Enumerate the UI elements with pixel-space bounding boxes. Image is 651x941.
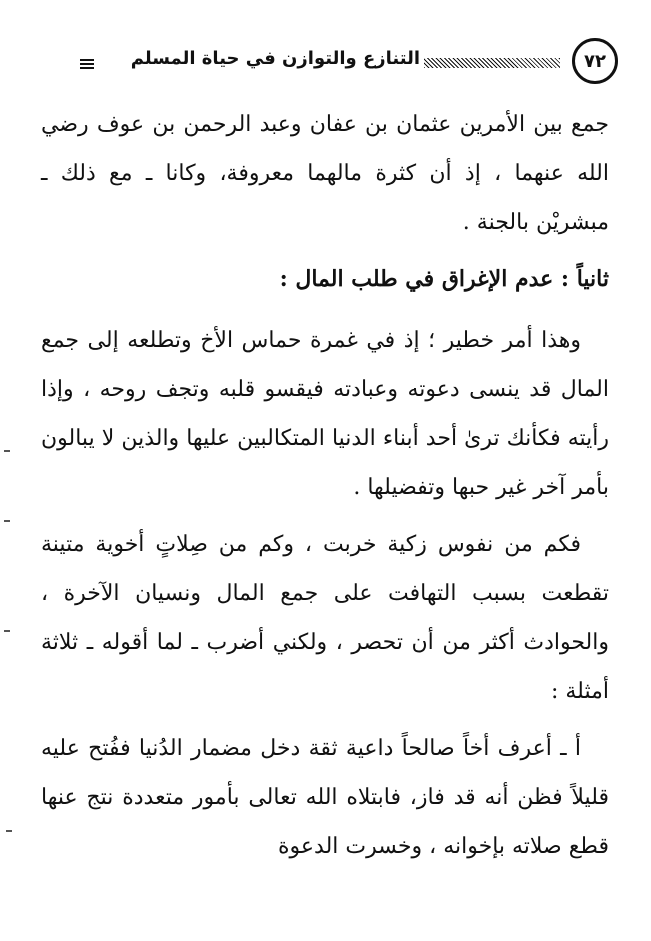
scan-speck [4,450,10,452]
scan-speck [6,830,12,832]
page-header [70,38,630,86]
header-ornament-bar [424,58,560,68]
paragraph: أ ـ أعرف أخاً صالحاً داعية ثقة دخل مضمار الدُنيا ففُتح عليه قليلاً فظن أنه قد فاز، فابتلاه الله تعالى بأمور متعددة نتج عنها قطع صلاته بإخوانه ، وخسرت الدعوة [41,736,609,859]
scan-speck [4,520,10,522]
page-number: ٧٢ [572,38,618,84]
paragraph: فكم من نفوس زكية خربت ، وكم من صِلاتٍ أخوية متينة تقطعت بسبب التهافت على جمع المال ونسيان الآخرة ، والحوادث أكثر من أن تحصر ، ولكني أضرب ـ لما أقوله ـ ثلاثة أمثلة : [41,532,609,704]
paragraph: وهذا أمر خطير ؛ إذ في غمرة حماس الأخ وتطلعه إلى جمع المال قد ينسى دعوته وعبادته فيقسو قلبه وتجف روحه ، وإذا رأيته فكأنك ترىٰ أحد أبناء الدنيا المتكالبين عليها والذين لا يبالون بأمر آخر غير حبها وتفضيلها . [41,328,609,500]
paragraph: جمع بين الأمرين عثمان بن عفان وعبد الرحمن بن عوف رضي الله عنهما ، إذ أن كثرة مالهما معروفة، وكانا ـ مع ذلك ـ مبشريْن بالجنة . [41,112,609,235]
scan-speck [4,630,10,632]
section-heading: ثانياً : عدم الإغراق في طلب المال : [279,266,609,292]
body-text [41,100,609,879]
header-ornament-small [80,57,94,69]
running-title: التنازع والتوازن في حياة المسلم [130,48,420,69]
